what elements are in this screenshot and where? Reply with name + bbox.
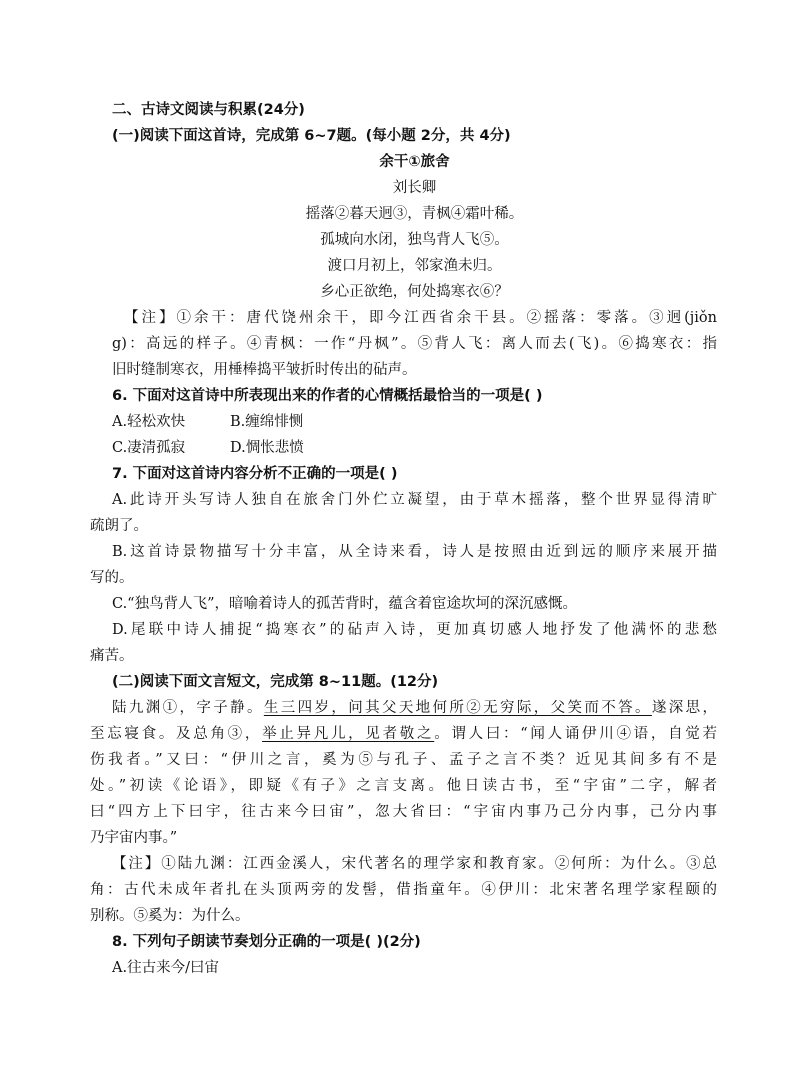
poem-line: 孤城向水闭，独鸟背人飞⑤。: [320, 232, 509, 248]
poem-note-line: g)：高远的样子。④青枫：一作“丹枫”。⑤背人飞：离人而去(飞)。⑥捣寒衣：指: [112, 336, 717, 352]
poem-title: 余干①旅舍: [379, 154, 450, 170]
classical-text-line: 伤我者。”又曰：“伊川之言，奚为⑤与孔子、孟子之言不类？近见其间多有不是: [90, 752, 717, 768]
question-6-stem: 6. 下面对这首诗中所表现出来的作者的心情概括最恰当的一项是( ): [112, 388, 543, 404]
q7-option-a-cont: 疏朗了。: [90, 518, 148, 534]
question-8-stem: 8. 下列句子朗读节奏划分正确的一项是( )(2分): [112, 934, 421, 950]
underlined-sentence: 举止异凡儿，见者敬之: [262, 726, 435, 742]
q8-option-a[interactable]: A.往古来今/曰宙: [112, 960, 219, 976]
poem-line: 摇落②暮天迥③，青枫④霜叶稀。: [305, 206, 524, 222]
q7-option-b-cont: 写的。: [90, 570, 134, 586]
classical-text-line: 处。”初读《论语》，即疑《有子》之言支离。他日读古书，至“宇宙”二字，解者: [90, 778, 717, 794]
text-note-line: 角：古代未成年者扎在头顶两旁的发髻，借指童年。④伊川：北宋著名理学家程颐的: [90, 882, 717, 898]
question-6-options-row1: [112, 412, 303, 432]
q6-option-b[interactable]: B.缠绵悱恻: [230, 414, 304, 430]
q6-option-d[interactable]: D.惆怅悲愤: [230, 440, 304, 456]
text-note-line: 别称。⑤奚为：为什么。: [90, 908, 250, 924]
poem-note-line: 【注】①余干：唐代饶州余干，即今江西省余干县。②摇落：零落。③迥(jiǒn: [124, 310, 717, 326]
classical-text-line: 陆九渊①，字子静。生三四岁，问其父天地何所②无穷际，父笑而不答。遂深思，: [112, 700, 718, 716]
underlined-sentence: 生三四岁，问其父天地何所②无穷际，父笑而不答。: [263, 700, 652, 716]
classical-text-line: 至忘寝食。及总角③，举止异凡儿，见者敬之。谓人曰：“闻人诵伊川④语，自觉若: [90, 726, 717, 742]
part1-heading: (一)阅读下面这首诗，完成第 6~7题。(每小题 2分，共 4分): [112, 128, 511, 144]
question-7-stem: 7. 下面对这首诗内容分析不正确的一项是( ): [112, 466, 398, 482]
q6-option-a[interactable]: A.轻松欢快: [112, 414, 186, 430]
q7-option-b[interactable]: B.这首诗景物描写十分丰富，从全诗来看，诗人是按照由近到远的顺序来展开描: [112, 544, 717, 560]
poem-line: 渡口月初上，邻家渔未归。: [327, 258, 502, 274]
poem-author: 刘长卿: [392, 180, 437, 196]
section-title: 二、古诗文阅读与积累(24分): [112, 102, 305, 118]
part2-heading: (二)阅读下面文言短文，完成第 8~11题。(12分): [112, 674, 439, 690]
question-6-options-row2: [112, 438, 304, 458]
poem-note-line: 旧时缝制寒衣，用棰棒捣平皱折时传出的砧声。: [112, 362, 417, 378]
classical-text-line: 曰“四方上下曰宇，往古来今曰宙”，忽大省曰：“宇宙内事乃己分内事，己分内事: [90, 804, 717, 820]
classical-text-line: 乃宇宙内事。”: [90, 830, 178, 846]
q7-option-d-cont: 痛苦。: [90, 648, 134, 664]
text-note-line: 【注】①陆九渊：江西金溪人，宋代著名的理学家和教育家。②何所：为什么。③总: [112, 856, 717, 872]
q7-option-a[interactable]: A.此诗开头写诗人独自在旅舍门外伫立凝望，由于草木摇落，整个世界显得清旷: [112, 492, 717, 508]
q7-option-d[interactable]: D.尾联中诗人捕捉“捣寒衣”的砧声入诗，更加真切感人地抒发了他满怀的悲愁: [112, 622, 717, 638]
poem-line: 乡心正欲绝，何处捣寒衣⑥？: [320, 284, 509, 300]
q6-option-c[interactable]: C.凄清孤寂: [112, 440, 186, 456]
q7-option-c[interactable]: C.“独鸟背人飞”，暗喻着诗人的孤苦背时，蕴含着宦途坎坷的深沉感慨。: [112, 596, 578, 612]
